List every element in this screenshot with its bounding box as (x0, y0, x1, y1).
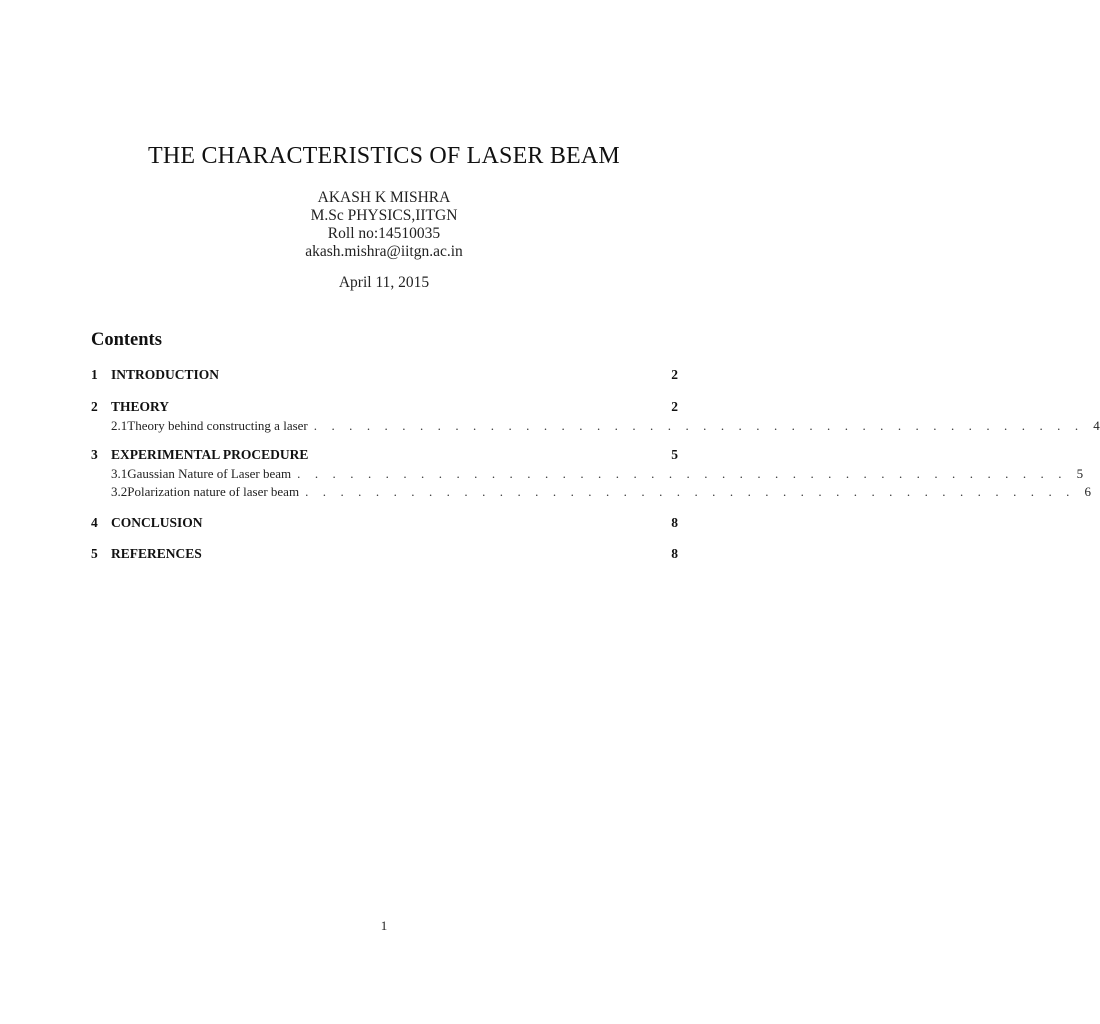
author-roll-number: Roll no:14510035 (327, 225, 441, 242)
toc-page-number: 2 (671, 367, 678, 382)
toc-title: INTRODUCTION (111, 367, 220, 382)
toc-title: REFERENCES (111, 546, 202, 561)
toc-number: 4 (91, 515, 98, 530)
toc-entry-theory[interactable] (91, 399, 678, 417)
toc-number: 2 (91, 399, 98, 414)
toc-dot-leader: . . . . . . . . . . . . . . . . . . . . . . . . . . . . . . . . . . . . . . . . . . . . (305, 484, 1076, 499)
author-email: akash.mishra@iitgn.ac.in (305, 243, 463, 260)
author-affiliation: M.Sc PHYSICS,IITGN (310, 207, 458, 224)
contents-heading: Contents (91, 330, 162, 350)
toc-dot-leader: . . . . . . . . . . . . . . . . . . . . . . . . . . . . . . . . . . . . . . . . . . . . (313, 418, 1084, 433)
toc-title: Polarization nature of laser beam (127, 484, 300, 499)
toc-page-number: 5 (671, 447, 678, 462)
toc-number: 3.2 (111, 484, 128, 499)
toc-entry-theory-behind-laser[interactable] (91, 418, 1100, 436)
toc-entry-introduction[interactable] (91, 367, 678, 385)
author-block (0, 189, 768, 261)
toc-entry-conclusion[interactable] (91, 515, 678, 533)
toc-title: Theory behind constructing a laser (127, 418, 308, 433)
toc-page-number: 2 (671, 399, 678, 414)
toc-dot-leader: . . . . . . . . . . . . . . . . . . . . . . . . . . . . . . . . . . . . . . . . . . . . (297, 466, 1068, 481)
toc-entry-gaussian-nature[interactable] (91, 466, 1084, 484)
toc-number: 2.1 (111, 418, 128, 433)
toc-title: EXPERIMENTAL PROCEDURE (111, 447, 309, 462)
toc-entry-references[interactable] (91, 546, 678, 564)
toc-entry-polarization-nature[interactable] (91, 484, 1092, 502)
document-title: THE CHARACTERISTICS OF LASER BEAM (148, 143, 620, 169)
toc-page-number: 8 (671, 515, 678, 530)
toc-page-number: 6 (1084, 484, 1092, 499)
toc-number: 3 (91, 447, 98, 462)
toc-number: 5 (91, 546, 98, 561)
toc-title: THEORY (111, 399, 170, 414)
toc-number: 3.1 (111, 466, 128, 481)
document-date: April 11, 2015 (338, 274, 430, 291)
toc-page-number: 4 (1093, 418, 1100, 433)
toc-entry-experimental-procedure[interactable] (91, 447, 678, 465)
toc-page-number: 5 (1076, 466, 1084, 481)
toc-page-number: 8 (671, 546, 678, 561)
author-name: AKASH K MISHRA (317, 189, 451, 206)
toc-title: CONCLUSION (111, 515, 203, 530)
toc-number: 1 (91, 367, 98, 382)
toc-title: Gaussian Nature of Laser beam (127, 466, 292, 481)
page-number: 1 (380, 918, 388, 933)
